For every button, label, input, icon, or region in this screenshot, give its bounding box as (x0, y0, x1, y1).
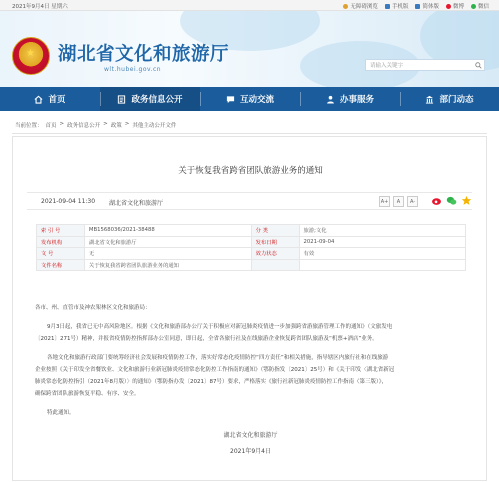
info-value (299, 259, 465, 271)
font-increase-button[interactable]: A+ (379, 196, 390, 207)
font-default-button[interactable]: A (393, 196, 404, 207)
breadcrumb-separator: > (59, 121, 65, 127)
site-title[interactable]: 湖北省文化和旅游厅 (58, 44, 230, 65)
info-value: MB1568036/2021-38488 (84, 225, 251, 237)
search-input[interactable]: 请输入关键字 (370, 63, 404, 69)
publish-datetime: 2021-09-04 11:30 (41, 198, 96, 205)
breadcrumb (15, 121, 176, 129)
share-buttons (431, 195, 472, 206)
document-source: 湖北省文化和旅游厅 (109, 200, 164, 207)
breadcrumb-separator: > (124, 121, 130, 127)
info-label: 文件名称 (37, 259, 85, 271)
nav-item-dept-news[interactable]: 部门动态 (400, 87, 499, 111)
building-icon (425, 95, 434, 104)
info-label: 文 号 (37, 248, 85, 260)
document-title: 关于恢复我省跨省团队旅游业务的通知 (178, 166, 323, 176)
site-header (0, 11, 499, 87)
wechat-link[interactable]: 微信 (471, 2, 489, 10)
document-meta-bar (27, 192, 472, 210)
search-box (365, 59, 485, 71)
paragraph-line: 9月3日起，我省已无中高风险地区。根据《文化和旅游部办公厅关于积极应对新冠肺炎疫情进一步加强跨省游旅游管理工作的通知》（文旅发电 (47, 324, 393, 330)
table-row (37, 248, 466, 260)
chat-icon (226, 95, 235, 104)
table-row (37, 236, 466, 248)
font-size-controls (379, 196, 418, 207)
table-row (37, 225, 466, 237)
search-button[interactable] (472, 59, 484, 71)
current-date: 2021年9月4日 星期六 (12, 4, 68, 10)
paragraph-line: 确保跨省团队旅游恢复平稳、有序、安全。 (35, 391, 140, 397)
language-icon (415, 4, 420, 9)
simplified-link[interactable]: 简体版 (415, 2, 439, 10)
accessibility-icon (343, 4, 348, 9)
salutation: 各市、州、直管市及神农架林区文化和旅游局： (35, 305, 151, 311)
paragraph-line: 各地文化和旅游行政部门要统筹经济社会发展和疫情防控工作，落实好常态化疫情防控“四方责任”和相关措施，指导辖区内旅行社和在线旅游 (47, 355, 389, 361)
national-emblem-icon: ★ (12, 37, 50, 75)
paragraph-line: 肺炎常态化防控指引（2021年8月版）〉的通知》（鄂防指办发〔2021〕87号）要求，严格落实《旅行社新冠肺炎疫情防控工作指南（第三版）》， (35, 379, 387, 385)
paragraph-line: 〔2021〕271号）精神，并报省疫情防控指挥部办公室同意，即日起，全省各旅行社及在线旅游企业恢复跨省团队旅游及“机票+酒店”业务。 (35, 336, 378, 342)
wechat-share-icon[interactable] (446, 195, 457, 206)
sign-date: 2021年9月4日 (230, 448, 271, 455)
breadcrumb-prefix: 当前位置： (15, 123, 43, 129)
weibo-share-icon[interactable] (431, 195, 442, 206)
nav-item-home[interactable]: 首页 (0, 87, 100, 111)
info-value: 2021-09-04 (299, 236, 465, 248)
info-value: 旅游;文化 (299, 225, 465, 237)
info-value: 关于恢复我省跨省团队旅游业务的通知 (84, 259, 251, 271)
info-label: 发布日期 (251, 236, 299, 248)
weibo-icon (446, 4, 451, 9)
document-icon (117, 95, 126, 104)
top-utility-bar (0, 0, 499, 11)
info-label: 效力状态 (251, 248, 299, 260)
table-row (37, 259, 466, 271)
utility-links (343, 2, 489, 10)
breadcrumb-link[interactable]: 首页 (45, 123, 57, 129)
info-label: 分 类 (251, 225, 299, 237)
info-value: 湖北省文化和旅游厅 (84, 236, 251, 248)
accessibility-link[interactable]: 无障碍浏览 (343, 2, 378, 10)
info-label (251, 259, 299, 271)
site-url: wlt.hubei.gov.cn (104, 66, 162, 73)
favorite-star-icon[interactable] (461, 195, 472, 206)
info-value: 有效 (299, 248, 465, 260)
mobile-link[interactable]: 手机版 (385, 2, 409, 10)
main-nav (0, 87, 499, 111)
search-icon (475, 62, 482, 69)
nav-item-gov-info[interactable]: 政务信息公开 (100, 87, 200, 111)
document-panel (12, 136, 487, 481)
paragraph-line: 企业按照《关于印发全省餐饮业、文化和旅游行业新冠肺炎疫情常态化防控工作指南的通知》（鄂防指发〔2021〕25号）和《关于印发〈湖北省新冠 (35, 367, 395, 373)
font-decrease-button[interactable]: A- (407, 196, 418, 207)
breadcrumb-link[interactable]: 政策 (110, 123, 122, 129)
info-value: 无 (84, 248, 251, 260)
weibo-link[interactable]: 微博 (446, 2, 464, 10)
breadcrumb-link[interactable]: 政务信息公开 (67, 123, 101, 129)
nav-item-services[interactable]: 办事服务 (300, 87, 400, 111)
breadcrumb-separator: > (103, 121, 108, 127)
info-label: 发布机构 (37, 236, 85, 248)
home-icon (34, 95, 43, 104)
divider (12, 133, 487, 134)
document-info-table (36, 224, 466, 271)
user-service-icon (326, 95, 335, 104)
signer: 湖北省文化和旅游厅 (223, 432, 278, 439)
wechat-icon (471, 4, 476, 9)
nav-item-interaction[interactable]: 互动交流 (200, 87, 300, 111)
mobile-icon (385, 4, 390, 9)
closing-line: 特此通知。 (47, 410, 75, 416)
info-label: 索 引 号 (37, 225, 85, 237)
breadcrumb-link[interactable]: 其他主动公开文件 (132, 123, 177, 129)
